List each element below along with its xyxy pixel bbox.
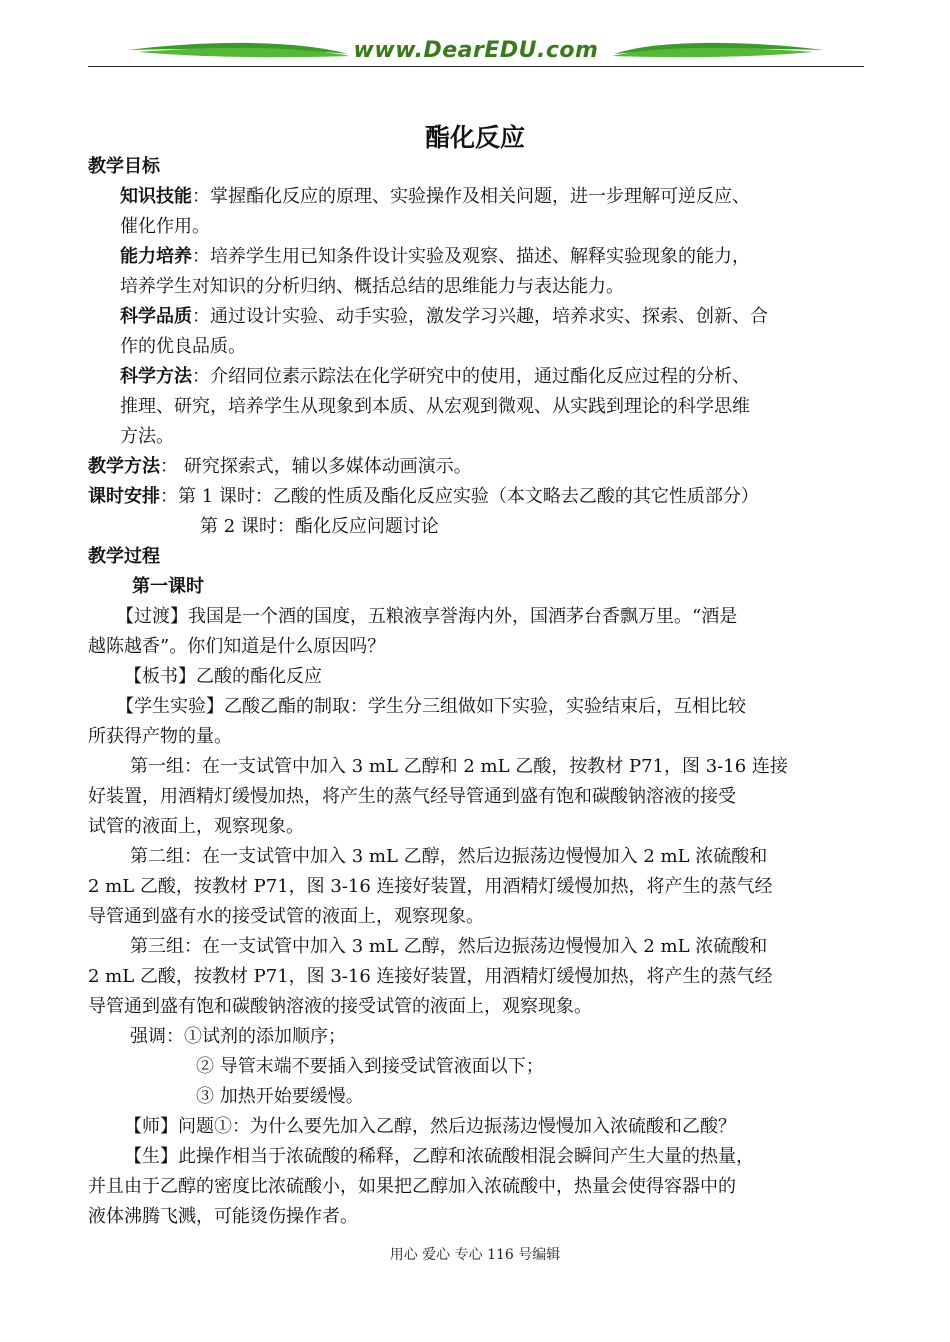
group1-line-3: 试管的液面上，观察现象。 bbox=[88, 816, 304, 837]
schedule-line-1 bbox=[88, 482, 759, 512]
group3-line-2: 2 mL 乙酸，按教材 P71，图 3-16 连接好装置，用酒精灯缓慢加热，将产生的蒸气经 bbox=[88, 966, 773, 987]
ability-label: 能力培养 bbox=[120, 246, 192, 267]
transition-line-2: 越陈越香”。你们知道是什么原因吗？ bbox=[88, 636, 386, 657]
knowledge-line-1 bbox=[120, 182, 750, 212]
answer-1-line-2: 并且由于乙醇的密度比浓硫酸小，如果把乙醇加入浓硫酸中，热量会使得容器中的 bbox=[88, 1176, 736, 1197]
quality-line-2: 作的优良品质。 bbox=[120, 336, 246, 357]
quality-label: 科学品质 bbox=[120, 306, 192, 327]
group3-line-1: 第三组：在一支试管中加入 3 mL 乙醇，然后边振荡边慢慢加入 2 mL 浓硫酸和 bbox=[130, 936, 768, 957]
method-line-2: 推理、研究，培养学生从现象到本质、从宏观到微观、从实践到理论的科学思维 bbox=[120, 396, 750, 417]
teach-method-line bbox=[88, 452, 472, 482]
answer-1-line-1: 【生】此操作相当于浓硫酸的稀释，乙醇和浓硫酸相混会瞬间产生大量的热量， bbox=[124, 1146, 754, 1167]
experiment-line-1: 【学生实验】乙酸乙酯的制取：学生分三组做如下实验，实验结束后，互相比较 bbox=[116, 696, 746, 717]
teach-method-text: ： 研究探索式，辅以多媒体动画演示。 bbox=[160, 456, 472, 477]
method-line-3: 方法。 bbox=[120, 426, 174, 447]
transition-line-1: 【过渡】我国是一个酒的国度，五粮液享誉海内外，国酒茅台香飘万里。“酒是 bbox=[116, 606, 738, 627]
experiment-line-2: 所获得产物的量。 bbox=[88, 726, 232, 747]
heading-process: 教学过程 bbox=[88, 546, 160, 567]
ability-line-1 bbox=[120, 242, 750, 272]
answer-1-line-3: 液体沸腾飞溅，可能烫伤操作者。 bbox=[88, 1206, 358, 1227]
quality-line-1 bbox=[120, 302, 768, 332]
schedule-line-2: 第 2 课时：酯化反应问题讨论 bbox=[200, 516, 439, 537]
schedule-text-1: ：第 1 课时：乙酸的性质及酯化反应实验（本文略去乙酸的其它性质部分） bbox=[160, 486, 759, 507]
question-1: 【师】问题①：为什么要先加入乙醇，然后边振荡边慢慢加入浓硫酸和乙酸？ bbox=[124, 1116, 736, 1137]
group1-line-1: 第一组：在一支试管中加入 3 mL 乙醇和 2 mL 乙酸，按教材 P71，图 3-16 连接 bbox=[130, 756, 788, 777]
emphasis-line-1: 强调：①试剂的添加顺序； bbox=[130, 1026, 346, 1047]
ability-line-2: 培养学生对知识的分析归纳、概括总结的思维能力与表达能力。 bbox=[120, 276, 624, 297]
group2-line-3: 导管通到盛有水的接受试管的液面上，观察现象。 bbox=[88, 906, 484, 927]
board-line: 【板书】乙酸的酯化反应 bbox=[124, 666, 322, 687]
group2-line-1: 第二组：在一支试管中加入 3 mL 乙醇，然后边振荡边慢慢加入 2 mL 浓硫酸和 bbox=[130, 846, 768, 867]
group2-line-2: 2 mL 乙酸，按教材 P71，图 3-16 连接好装置，用酒精灯缓慢加热，将产生的蒸气经 bbox=[88, 876, 773, 897]
page-title: 酯化反应 bbox=[424, 123, 525, 152]
teach-method-label: 教学方法 bbox=[88, 456, 160, 477]
heading-objectives: 教学目标 bbox=[88, 156, 160, 177]
header-divider bbox=[88, 66, 864, 67]
knowledge-text-1: ：掌握酯化反应的原理、实验操作及相关问题，进一步理解可逆反应、 bbox=[192, 186, 750, 207]
knowledge-line-2: 催化作用。 bbox=[120, 216, 210, 237]
site-logo: www.DearEDU.com bbox=[353, 38, 599, 63]
group3-line-3: 导管通到盛有饱和碳酸钠溶液的接受试管的液面上，观察现象。 bbox=[88, 996, 592, 1017]
ability-text-1: ：培养学生用已知条件设计实验及观察、描述、解释实验现象的能力， bbox=[192, 246, 750, 267]
schedule-label: 课时安排 bbox=[88, 486, 160, 507]
group1-line-2: 好装置，用酒精灯缓慢加热，将产生的蒸气经导管通到盛有饱和碳酸钠溶液的接受 bbox=[88, 786, 736, 807]
emphasis-line-2: ② 导管末端不要插入到接受试管液面以下； bbox=[196, 1056, 544, 1077]
heading-first-lesson: 第一课时 bbox=[132, 576, 204, 597]
emphasis-line-3: ③ 加热开始要缓慢。 bbox=[196, 1086, 364, 1107]
method-text-1: ：介绍同位素示踪法在化学研究中的使用，通过酯化反应过程的分析、 bbox=[192, 366, 750, 387]
quality-text-1: ：通过设计实验、动手实验，激发学习兴趣，培养求实、探索、创新、合 bbox=[192, 306, 768, 327]
method-line-1 bbox=[120, 362, 750, 392]
method-label: 科学方法 bbox=[120, 366, 192, 387]
page-footer: 用心 爱心 专心 116 号编辑 bbox=[389, 1247, 561, 1263]
knowledge-label: 知识技能 bbox=[120, 186, 192, 207]
